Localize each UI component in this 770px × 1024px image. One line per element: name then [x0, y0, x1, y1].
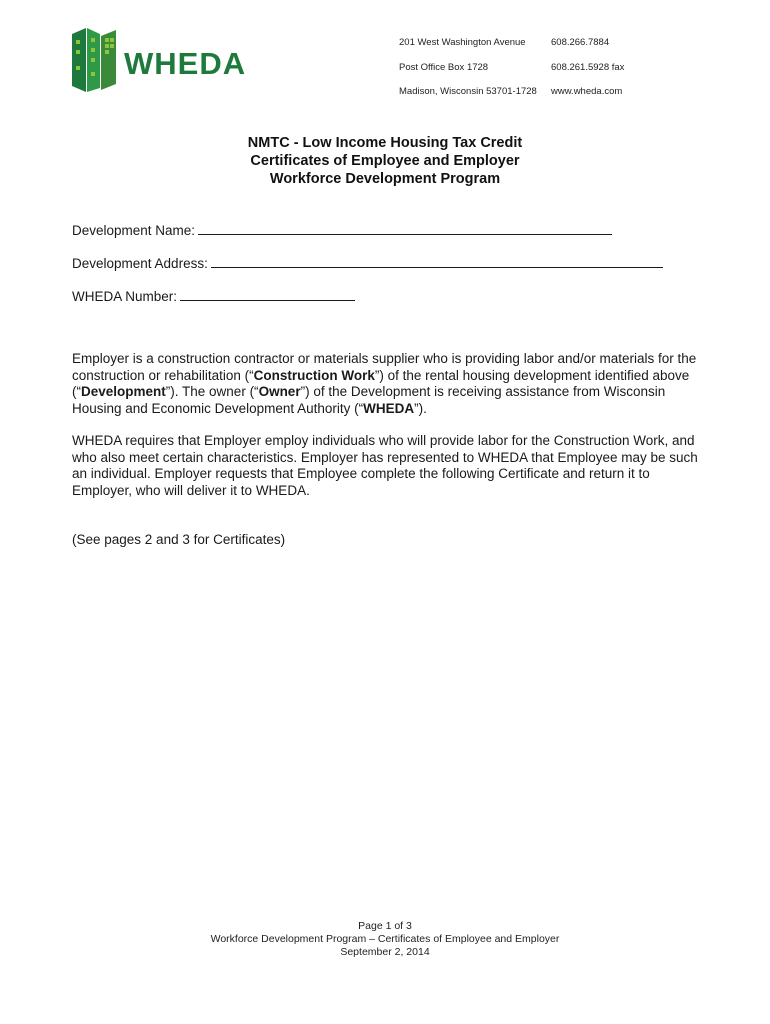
contact-address: [399, 36, 537, 110]
p1-text-i: ”).: [414, 400, 427, 416]
contact-details: [551, 36, 624, 110]
requirements-paragraph: WHEDA requires that Employer employ individuals who will provide labor for the Construction Work, and who also meet certain characteristics. Employer has represented to WHEDA that Employee may be such an individual. Employer requests that Employee complete the following Certificate and return it to Employer, who will deliver it to WHEDA.: [72, 433, 698, 498]
development-address-field: [72, 254, 663, 271]
development-address-label: Development Address:: [72, 256, 208, 271]
document-title: [0, 134, 770, 188]
page-number: Page 1 of 3: [358, 920, 412, 932]
term-wheda: WHEDA: [363, 400, 415, 416]
p1-text-e: ”). The owner (“: [165, 384, 259, 399]
wheda-number-label: WHEDA Number:: [72, 289, 178, 304]
phone-number: 608.266.7884: [551, 37, 610, 48]
title-line-3: Workforce Development Program: [269, 171, 501, 187]
address-line-3: Madison, Wisconsin 53701-1728: [399, 86, 537, 97]
term-construction-work: Construction Work: [253, 367, 375, 383]
fax-number: 608.261.5928 fax: [551, 61, 625, 73]
p1-text-g: ”) of the Development is receiving assistance from Wisconsin Housing and Economic Development Authority (“: [72, 384, 666, 416]
wheda-building-logo-icon: [72, 26, 124, 94]
logo-wordmark: WHEDA: [124, 46, 247, 81]
address-line-1: 201 West Washington Avenue: [399, 37, 526, 48]
see-pages-note: (See pages 2 and 3 for Certificates): [72, 532, 286, 547]
development-name-field: [72, 221, 612, 238]
development-address-input[interactable]: [211, 254, 663, 268]
development-name-label: Development Name:: [72, 223, 196, 238]
address-line-2: Post Office Box 1728: [399, 61, 489, 73]
wheda-number-field: [72, 287, 355, 304]
footer-date: September 2, 2014: [340, 946, 430, 958]
title-line-1: NMTC - Low Income Housing Tax Credit: [247, 135, 523, 151]
website-link[interactable]: www.wheda.com: [551, 86, 623, 97]
p1-text-a: Employer is a construction contractor or materials supplier who is providing labor and/or materials for the construction or rehabilitation (“: [72, 351, 697, 383]
wheda-number-input[interactable]: [180, 287, 355, 301]
wheda-logo: [72, 26, 262, 94]
development-name-input[interactable]: [198, 221, 612, 235]
footer-doc-title: Workforce Development Program – Certificates of Employee and Employer: [210, 933, 560, 945]
intro-paragraph: [72, 351, 700, 417]
page-footer: [0, 920, 770, 959]
p1-text-c: ”) of the rental housing development identified above (“: [72, 367, 690, 399]
title-line-2: Certificates of Employee and Employer: [250, 153, 520, 169]
term-development: Development: [81, 384, 166, 399]
term-owner: Owner: [258, 384, 301, 399]
